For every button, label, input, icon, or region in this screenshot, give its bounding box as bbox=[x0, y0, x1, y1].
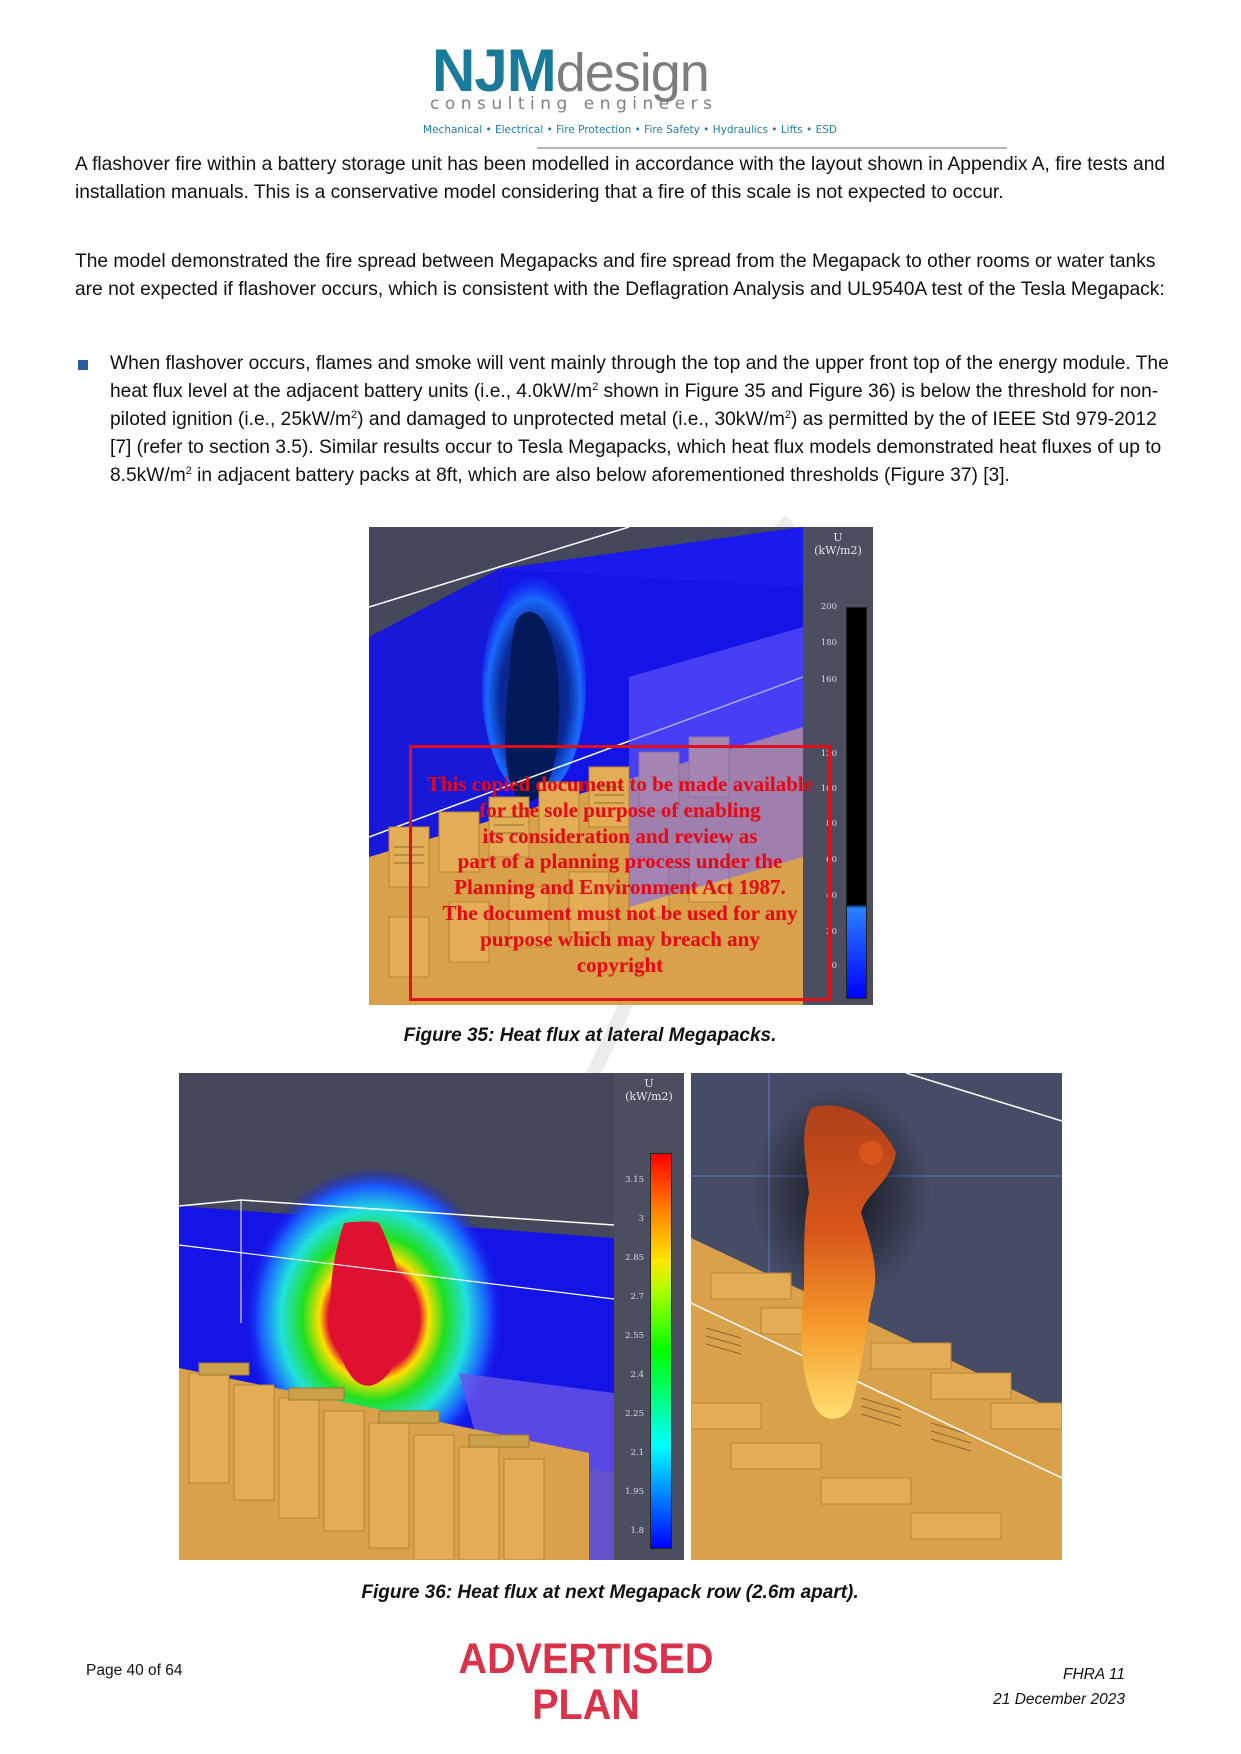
colorbar-tick: 60 bbox=[826, 855, 837, 865]
figure-36-heat-flux-contour bbox=[179, 1073, 684, 1560]
colorbar-tick: 200 bbox=[820, 602, 837, 612]
colorbar-tick: 2.1 bbox=[630, 1448, 644, 1458]
colorbar-tick: 2.85 bbox=[625, 1253, 644, 1263]
bullet-text-segment: shown in Figure 35 and Figure 36) is below the threshold for non-piloted ignition (i.e., 25kW/m bbox=[110, 381, 1159, 430]
notice-line: Planning and Environment Act 1987. bbox=[454, 875, 786, 900]
colorbar-tick: 1.95 bbox=[625, 1487, 644, 1497]
colorbar-gradient bbox=[846, 607, 867, 999]
superscript: 2 bbox=[185, 465, 192, 477]
logo-brand-primary: NJM bbox=[432, 37, 556, 104]
colorbar-tick: 2.25 bbox=[625, 1409, 644, 1419]
page-number: Page 40 of 64 bbox=[86, 1662, 183, 1679]
notice-line: its consideration and review as bbox=[482, 823, 758, 848]
colorbar-tick: 80 bbox=[826, 819, 837, 829]
colorbar-tick: 120 bbox=[820, 749, 837, 759]
stamp-line: PLAN bbox=[532, 1681, 640, 1729]
advertised-plan-stamp bbox=[448, 1636, 724, 1728]
figure-36-flame-render bbox=[691, 1073, 1062, 1560]
document-id: FHRA 11 bbox=[1062, 1666, 1125, 1683]
bullet-text-segment: ) as permitted by the of IEEE Std 979-2012 [7] (refer to section 3.5). Similar results occur to Tesla Megapacks, which heat flux models demonstrated heat fluxes of up to 8.5kW/m bbox=[110, 409, 1162, 486]
figure-36-caption: Figure 36: Heat flux at next Megapack row (2.6m apart). bbox=[361, 1582, 859, 1603]
colorbar-tick: 2.55 bbox=[625, 1331, 644, 1341]
colorbar-variable: U bbox=[833, 531, 843, 544]
flame-scene bbox=[691, 1073, 1062, 1560]
colorbar-tick: 100 bbox=[820, 784, 837, 794]
figure-35-caption: Figure 35: Heat flux at lateral Megapacks. bbox=[403, 1025, 777, 1046]
logo-tagline: consulting engineers bbox=[430, 94, 718, 114]
bullet-square-icon bbox=[78, 360, 88, 370]
colorbar-gradient bbox=[650, 1153, 672, 1549]
notice-line: part of a planning process under the bbox=[457, 849, 783, 874]
notice-line: This copied document to be made available bbox=[426, 772, 814, 796]
colorbar-unit: (kW/m2) bbox=[814, 544, 862, 557]
figure-36-colorbar bbox=[614, 1073, 684, 1560]
bullet-text-segment: When flashover occurs, flames and smoke will vent mainly through the top and the upper front top of the energy module. The heat flux level at the adjacent battery units (i.e., 4.0kW/m bbox=[110, 353, 1169, 402]
bullet-text-segment: ) and damaged to unprotected metal (i.e., 30kW/m bbox=[357, 409, 785, 430]
superscript: 2 bbox=[351, 409, 358, 421]
colorbar-unit: (kW/m2) bbox=[625, 1090, 673, 1103]
copyright-notice-text bbox=[400, 772, 840, 978]
colorbar-tick: 40 bbox=[826, 891, 837, 901]
logo-brand-secondary: design bbox=[555, 43, 709, 103]
stamp-line: ADVERTISED bbox=[458, 1635, 714, 1683]
company-logo bbox=[370, 36, 890, 148]
superscript: 2 bbox=[592, 381, 599, 393]
paragraph-flashover-model: A flashover fire within a battery storage unit has been modelled in accordance with the layout shown in Appendix A, fire tests and installation manuals. This is a conservative model considering that a fire of this scale is not expected to occur. bbox=[75, 154, 1166, 203]
document-date: 21 December 2023 bbox=[993, 1691, 1125, 1708]
notice-line: purpose which may breach any bbox=[480, 926, 760, 951]
paragraph-fire-spread: The model demonstrated the fire spread between Megapacks and fire spread from the Megapack to other rooms or water tanks are not expected if flashover occurs, which is consistent with the Deflagration Analysis and UL9540A test of the Tesla Megapack: bbox=[75, 251, 1165, 300]
colorbar-tick: 2.7 bbox=[630, 1292, 644, 1302]
bullet-text bbox=[110, 350, 1170, 490]
colorbar-title bbox=[614, 1077, 684, 1103]
colorbar-tick: 0 bbox=[831, 961, 837, 971]
header-divider bbox=[537, 147, 1007, 149]
colorbar-tick: 1.8 bbox=[630, 1526, 644, 1536]
colorbar-tick: 180 bbox=[820, 638, 837, 648]
colorbar-tick: 3.15 bbox=[625, 1175, 644, 1185]
colorbar-tick: 2.4 bbox=[630, 1370, 644, 1380]
notice-line: copyright bbox=[576, 952, 664, 977]
notice-line: The document must not be used for any bbox=[442, 900, 798, 925]
colorbar-tick: 160 bbox=[820, 675, 837, 685]
notice-line: for the sole purpose of enabling bbox=[479, 797, 761, 822]
colorbar-variable: U bbox=[644, 1077, 654, 1090]
colorbar-tick: 3 bbox=[638, 1214, 644, 1224]
logo-services: Mechanical • Electrical • Fire Protection • Fire Safety • Hydraulics • Lifts • ESD bbox=[423, 124, 837, 136]
colorbar-tick: 20 bbox=[826, 927, 837, 937]
document-reference bbox=[860, 1662, 1125, 1712]
bullet-text-segment: in adjacent battery packs at 8ft, which are also below aforementioned thresholds (Figure 37) [3]. bbox=[191, 465, 1010, 486]
figure-36-contour-render bbox=[179, 1073, 614, 1560]
superscript: 2 bbox=[784, 409, 791, 421]
colorbar-title bbox=[803, 531, 873, 557]
